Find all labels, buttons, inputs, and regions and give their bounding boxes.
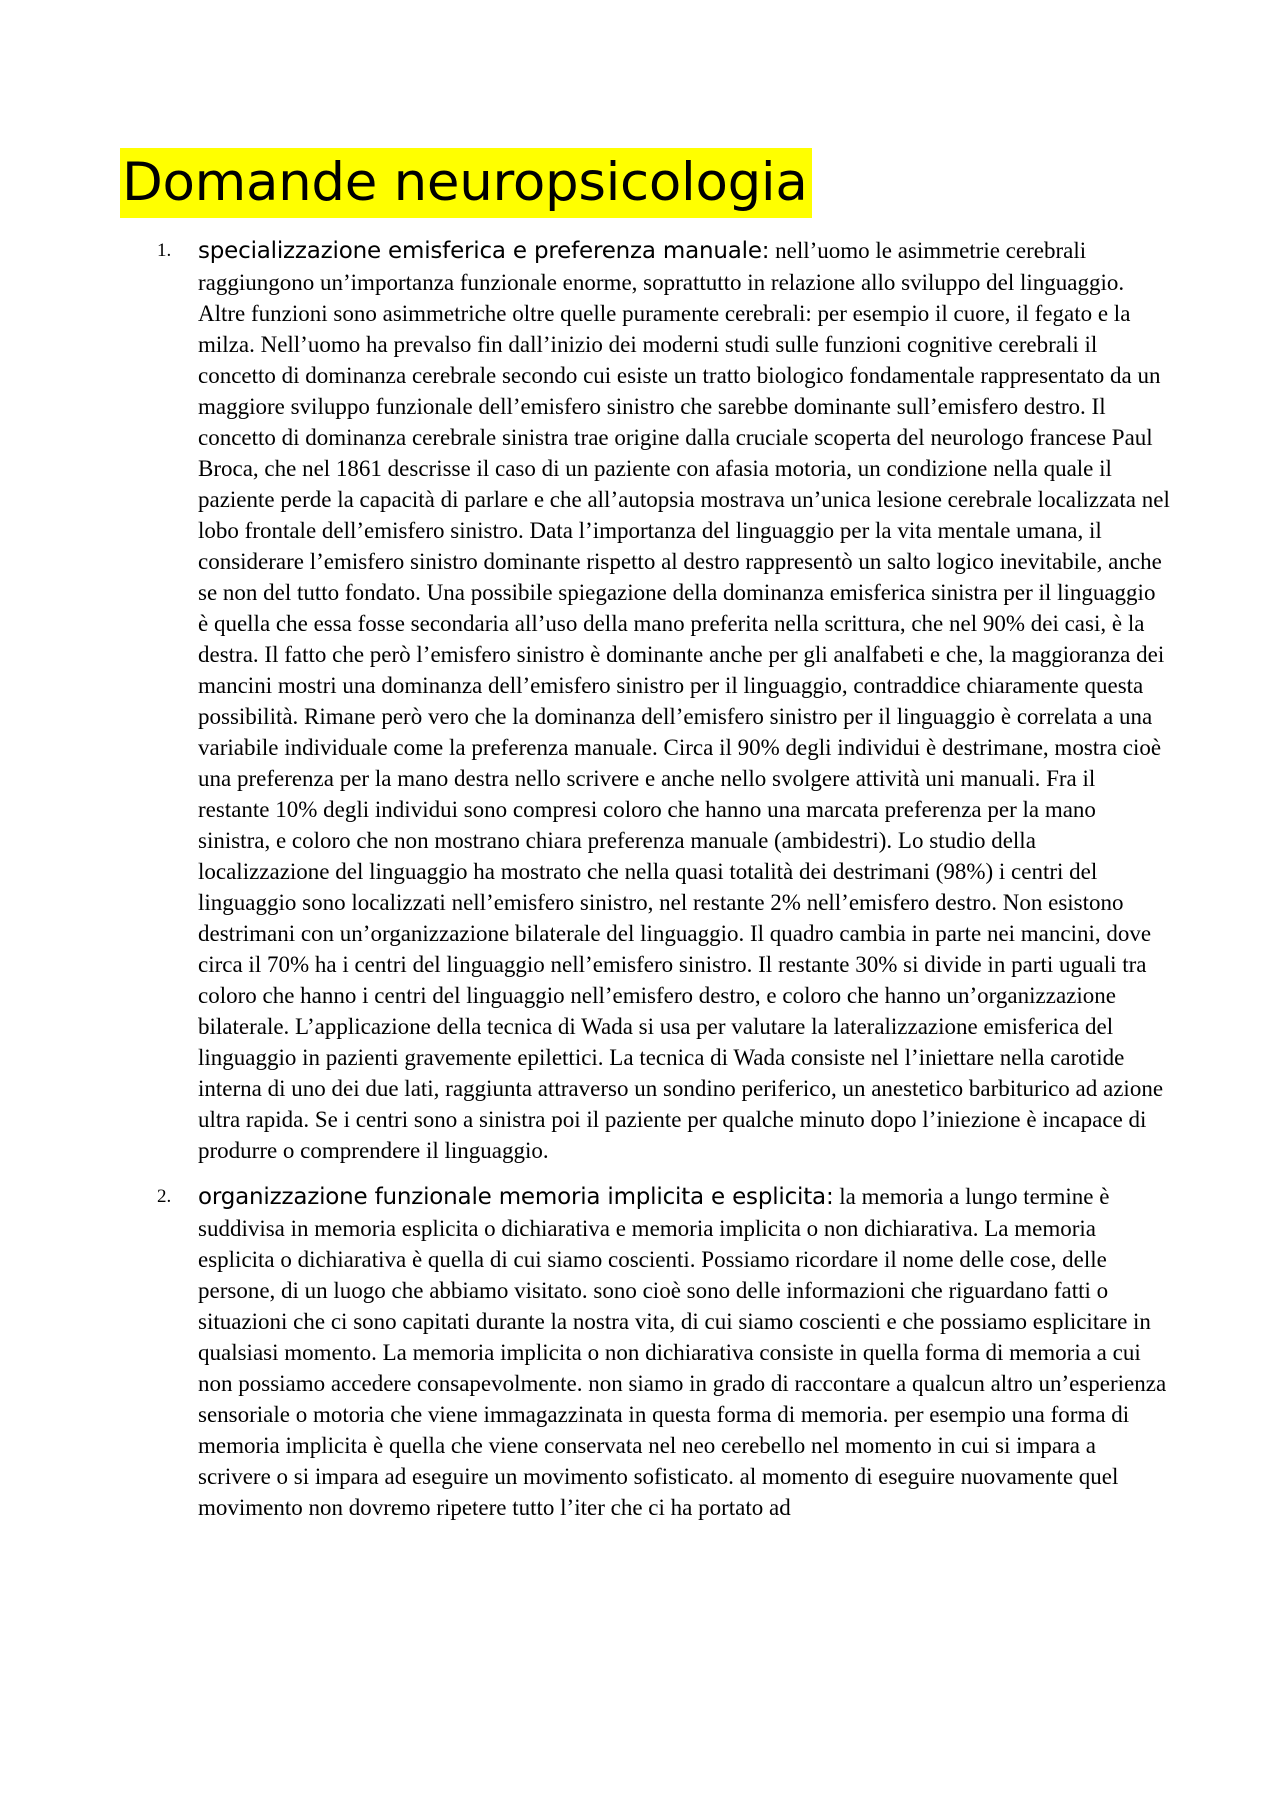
question-paragraph bbox=[198, 1181, 1170, 1523]
question-body: la memoria a lungo termine è suddivisa in memoria esplicita o dichiarativa e memoria implicita o non dichiarativa. La memoria esplicita o dichiarativa è quella di cui siamo coscienti. Possiamo ricordare il nome delle cose, delle persone, di un luogo che abbiamo visitato. sono cioè sono delle informazioni che riguardano fatti o situazioni che ci sono capitati durante la nostra vita, di cui siamo coscienti e che possiamo esplicitare in qualsiasi momento. La memoria implicita o non dichiarativa consiste in quella forma di memoria a cui non possiamo accedere consapevolmente. non siamo in grado di raccontare a qualcun altro un’esperienza sensoriale o motoria che viene immagazzinata in questa forma di memoria. per esempio una forma di memoria implicita è quella che viene conservata nel neo cerebello nel momento in cui si impara a scrivere o si impara ad eseguire un movimento sofisticato. al momento di eseguire nuovamente quel movimento non dovremo ripetere tutto l’iter che ci ha portato ad bbox=[198, 1184, 1167, 1520]
question-heading: organizzazione funzionale memoria implicita e esplicita bbox=[198, 1184, 826, 1210]
question-number: 2. bbox=[157, 1186, 172, 1207]
question-item-2 bbox=[0, 1181, 1170, 1523]
question-heading: specializzazione emisferica e preferenza manuale bbox=[198, 238, 762, 264]
question-body: nell’uomo le asimmetrie cerebrali raggiungono un’importanza funzionale enorme, soprattutto in relazione allo sviluppo del linguaggio. Altre funzioni sono asimmetriche oltre quelle puramente cerebrali: per esempio il cuore, il fegato e la milza. Nell’uomo ha prevalso fin dall’inizio dei moderni studi sulle funzioni cognitive cerebrali il concetto di dominanza cerebrale secondo cui esiste un tratto biologico fondamentale rappresentato da un maggiore sviluppo funzionale dell’emisfero sinistro che sarebbe dominante sull’emisfero destro. Il concetto di dominanza cerebrale sinistra trae origine dalla cruciale scoperta del neurologo francese Paul Broca, che nel 1861 descrisse il caso di un paziente con afasia motoria, un condizione nella quale il paziente perde la capacità di parlare e che all’autopsia mostrava un’unica lesione cerebrale localizzata nel lobo frontale dell’emisfero sinistro. Data l’importanza del linguaggio per la vita mentale umana, il considerare l’emisfero sinistro dominante rispetto al destro rappresentò un salto logico inevitabile, anche se non del tutto fondato. Una possibile spiegazione della dominanza emisferica sinistra per il linguaggio è quella che essa fosse secondaria all’uso della mano preferita nella scrittura, che nel 90% dei casi, è la destra. Il fatto che però l’emisfero sinistro è dominante anche per gli analfabeti e che, la maggioranza dei mancini mostri una dominanza dell’emisfero sinistro per il linguaggio, contraddice chiaramente questa possibilità. Rimane però vero che la dominanza dell’emisfero sinistro per il linguaggio è correlata a una variabile individuale come la preferenza manuale. Circa il 90% degli individui è destrimane, mostra cioè una preferenza per la mano destra nello scrivere e anche nello svolgere attività uni manuali. Fra il restante 10% degli individui sono compresi coloro che hanno una marcata preferenza per la mano sinistra, e coloro che non mostrano chiara preferenza manuale (ambidestri). Lo studio della localizzazione del linguaggio ha mostrato che nella quasi totalità dei destrimani (98%) i centri del linguaggio sono localizzati nell’emisfero sinistro, nel restante 2% nell’emisfero destro. Non esistono destrimani con un’organizzazione bilaterale del linguaggio. Il quadro cambia in parte nei mancini, dove circa il 70% ha i centri del linguaggio nell’emisfero sinistro. Il restante 30% si divide in parti uguali tra coloro che hanno i centri del linguaggio nell’emisfero destro, e coloro che hanno un’organizzazione bilaterale. L’applicazione della tecnica di Wada si usa per valutare la lateralizzazione emisferica del linguaggio in pazienti gravemente epilettici. La tecnica di Wada consiste nel l’iniettare nella carotide interna di uno dei due lati, raggiunta attraverso un sondino periferico, un anestetico barbiturico ad azione ultra rapida. Se i centri sono a sinistra poi il paziente per qualche minuto dopo l’iniezione è incapace di produrre o comprendere il linguaggio. bbox=[198, 238, 1170, 1163]
question-number: 1. bbox=[157, 240, 172, 261]
question-item-1 bbox=[0, 235, 1170, 1166]
question-separator: : bbox=[761, 238, 770, 264]
question-separator: : bbox=[825, 1184, 834, 1210]
question-paragraph bbox=[198, 235, 1170, 1166]
question-list bbox=[0, 235, 1280, 1538]
page-title: Domande neuropsicologia bbox=[120, 148, 812, 218]
